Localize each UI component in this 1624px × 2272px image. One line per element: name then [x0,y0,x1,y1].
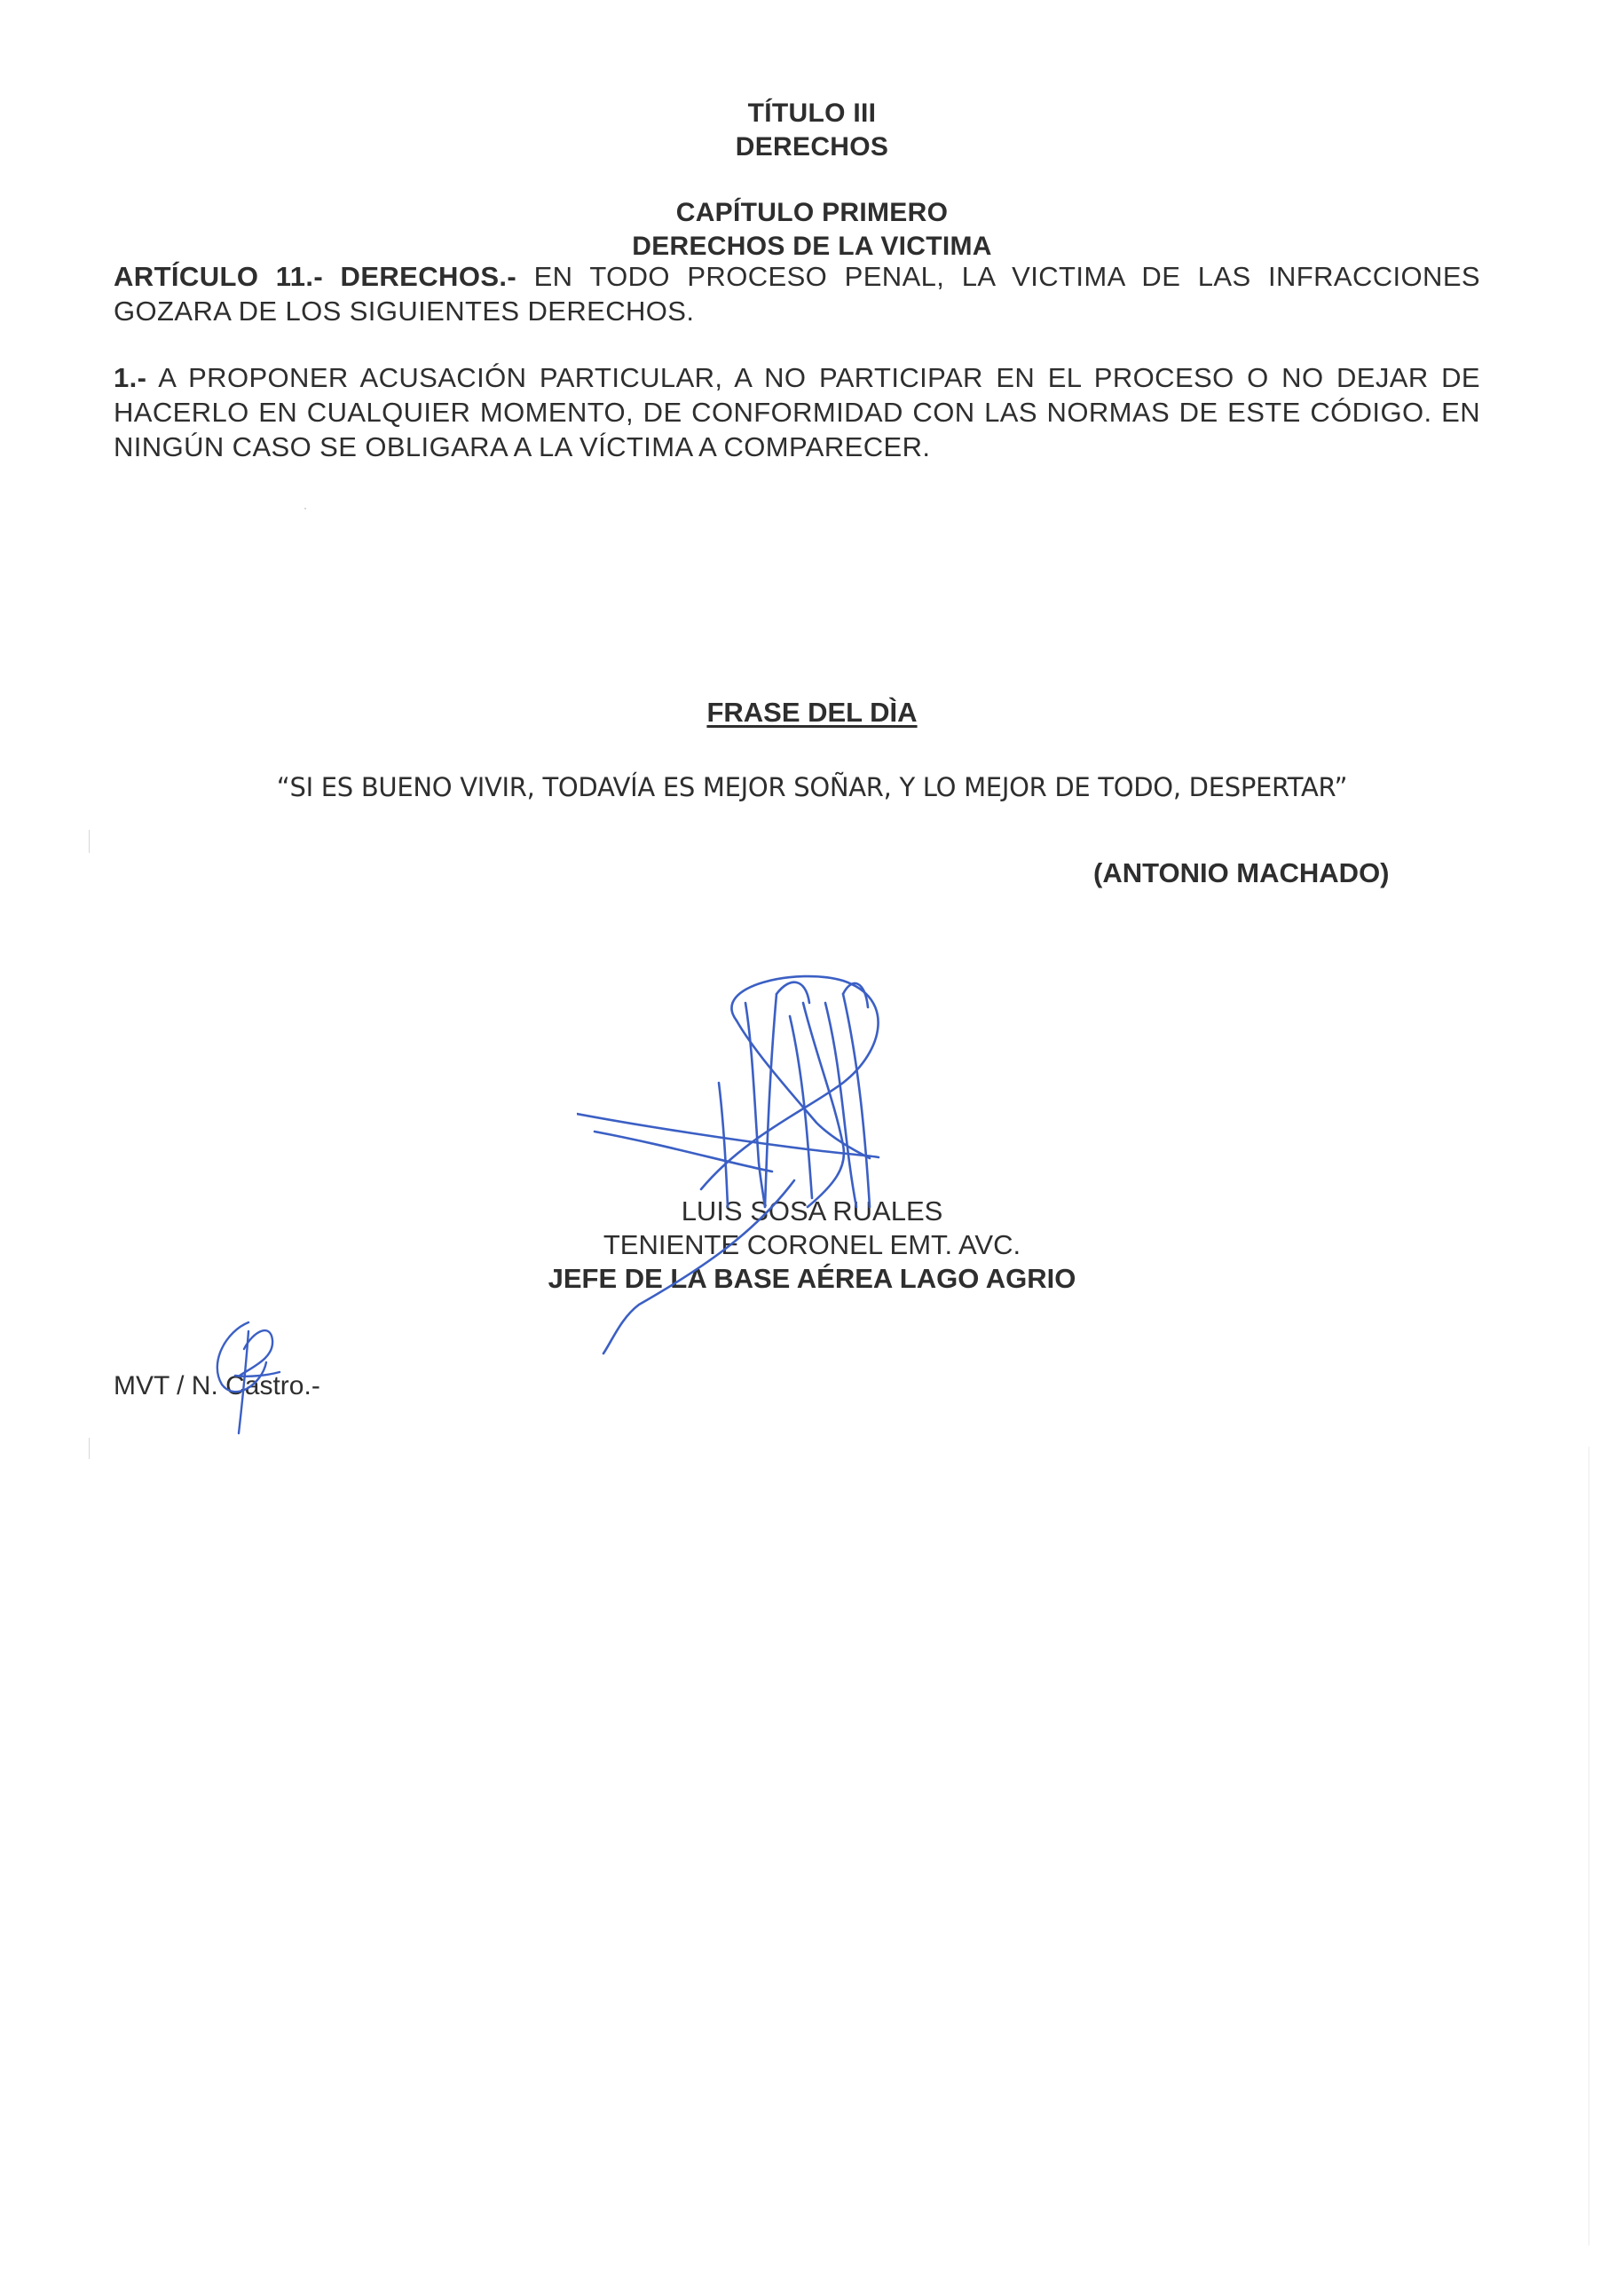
phrase-quote: “SI ES BUENO VIVIR, TODAVÍA ES MEJOR SOÑAR, Y LO MEJOR DE TODO, DESPERTAR” [276,772,1348,802]
title-number: TÍTULO III [747,99,877,128]
phrase-title: FRASE DEL DÌA [706,697,918,728]
item-text: A PROPONER ACUSACIÓN PARTICULAR, A NO PARTICIPAR EN EL PROCESO O NO DEJAR DE HACERLO EN CUALQUIER MOMENTO, DE CONFORMIDAD CON LAS NORMAS DE ESTE CÓDIGO. EN NINGÚN CASO SE OBLIGARA A LA VÍCTIMA A COMPARECER. [114,362,1480,462]
article-text: EN TODO PROCESO PENAL, LA VICTIMA DE LAS INFRACCIONES GOZARA DE LOS SIGUIENTES DERECHOS. [114,261,1480,327]
scan-line-mark [89,1438,90,1459]
phrase-author: (ANTONIO MACHADO) [1093,857,1390,888]
chapter-name: DERECHOS DE LA VICTIMA [632,232,992,261]
article-label: ARTÍCULO 11.- DERECHOS.- [114,261,517,292]
reference-initials: MVT / N. Castro.- [114,1371,320,1400]
signature-scribble [577,967,914,1358]
article-paragraph [114,259,1480,328]
item-number: 1.- [114,362,147,393]
scan-dot [304,508,306,509]
chapter-number: CAPÍTULO PRIMERO [675,198,949,227]
item-paragraph [114,360,1480,464]
title-name: DERECHOS [735,132,889,162]
signer-position: JEFE DE LA BASE AÉREA LAGO AGRIO [548,1263,1076,1294]
signer-rank: TENIENTE CORONEL EMT. AVC. [603,1229,1021,1260]
signer-name: LUIS SOSA RUALES [681,1195,943,1227]
scan-line-mark [89,830,90,853]
